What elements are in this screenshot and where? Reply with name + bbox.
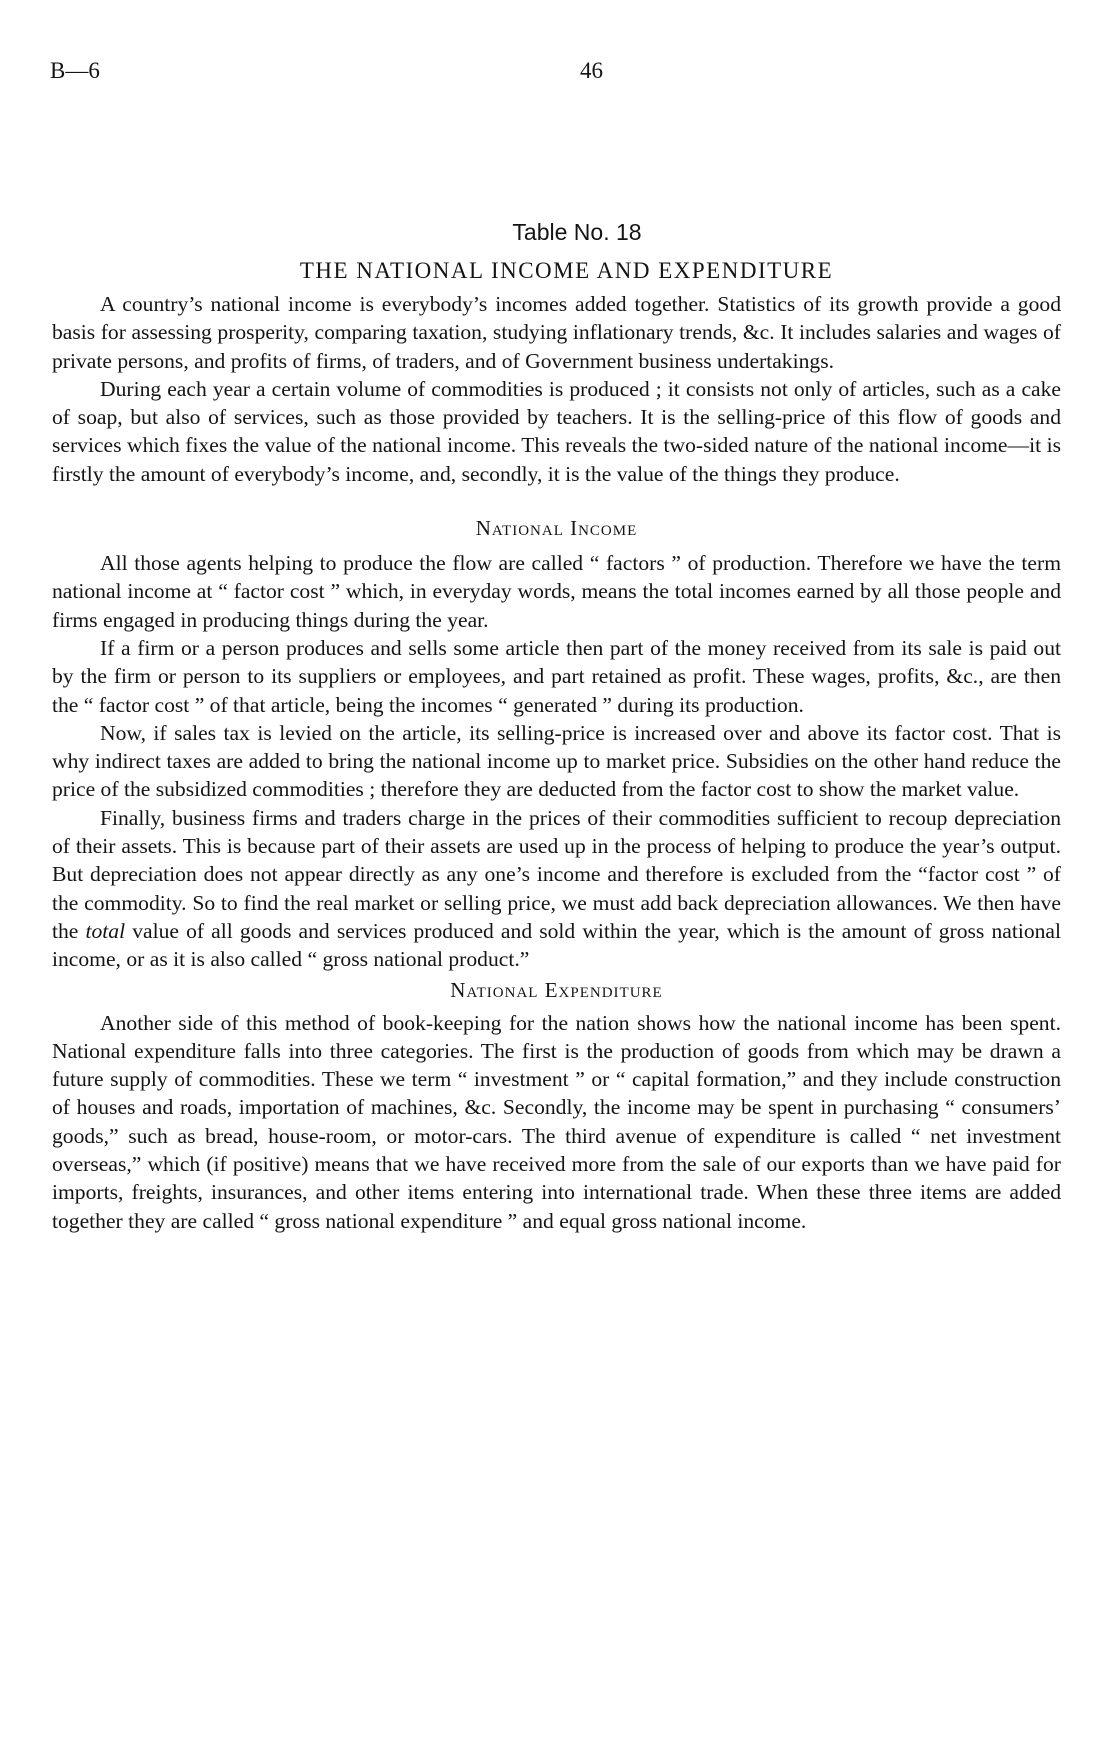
intro-paragraph: During each year a certain volume of commodities is produced ; it consists not only of articles, such as a cake of soap, but also of services, such as those provided by teachers. It is the selling-price of this flow of goods and services which fixes the value of the national income. This reveals the two-sided nature of the national income—it is firstly the amount of everybody’s income, and, secondly, it is the value of the things they produce. xyxy=(52,376,1061,486)
intro-paragraph: A country’s national income is everybody’s incomes added together. Statistics of its growth provide a good basis for assessing prosperity, comparing taxation, studying inflationary trends, &c. It includes salaries and wages of private persons, and profits of firms, of traders, and of Government business undertakings. xyxy=(52,292,1061,373)
section-heading-national-income: National Income xyxy=(475,516,638,541)
income-paragraph: If a firm or a person produces and sells some article then part of the money received from its sale is paid out by the firm or person to its suppliers or employees, and part retained as profit. These wages, profits, &c., are then the “ factor cost ” of that article, being the incomes “ generated ” during its production. xyxy=(52,635,1061,717)
text-run: value of all goods and services produced and sold within the year, which is the amount of gross national income, or as it is also called “ gross national product.” xyxy=(52,918,1061,972)
emphasis-total: total xyxy=(85,918,126,943)
income-paragraph: All those agents helping to produce the flow are called “ factors ” of production. Therefore we have the term national income at “ factor cost ” which, in everyday words, means the total incomes earned by all those people and firms engaged in producing things during the year. xyxy=(52,551,1061,632)
income-paragraph-final xyxy=(52,804,1061,974)
text-run: Finally, business firms and traders charge in the prices of their commodities sufficient to recoup depreciation of their assets. This is because part of their assets are used up in the process of helping to produce the year’s output. But depreciation does not appear directly as any one’s income and therefore is excluded from the “factor cost ” of the commodity. So to find the real market or selling price, we must add back depreciation allowances. We then have the xyxy=(52,805,1061,943)
page-number: 46 xyxy=(580,58,603,83)
article-title: THE NATIONAL INCOME AND EXPENDITURE xyxy=(299,258,834,283)
section-heading-national-expenditure: National Expenditure xyxy=(450,977,663,1002)
expenditure-paragraph: Another side of this method of book-keeping for the nation shows how the national income has been spent. National expenditure falls into three categories. The first is the production of goods from which may be drawn a future supply of commodities. These we term “ investment ” or “ capital formation,” and they include construction of houses and roads, importation of machines, &c. Secondly, the income may be spent in purchasing “ consumers’ goods,” such as bread, house-room, or motor-cars. The third avenue of expenditure is called “ net investment overseas,” which (if positive) means that we have received more from the sale of our exports than we have paid for imports, freights, insurances, and other items entering into international trade. When these three items are added together they are called “ gross national expenditure ” and equal gross national income. xyxy=(52,1010,1061,1233)
table-number-label: Table No. 18 xyxy=(512,219,642,245)
document-reference: B—6 xyxy=(50,58,100,83)
running-header xyxy=(50,58,1064,88)
income-paragraph: Now, if sales tax is levied on the article, its selling-price is increased over and above its factor cost. That is why indirect taxes are added to bring the national income up to market price. Subsidies on the other hand reduce the price of the subsidized commodities ; therefore they are deducted from the factor cost to show the market value. xyxy=(52,720,1061,802)
article-body xyxy=(52,258,1061,1235)
